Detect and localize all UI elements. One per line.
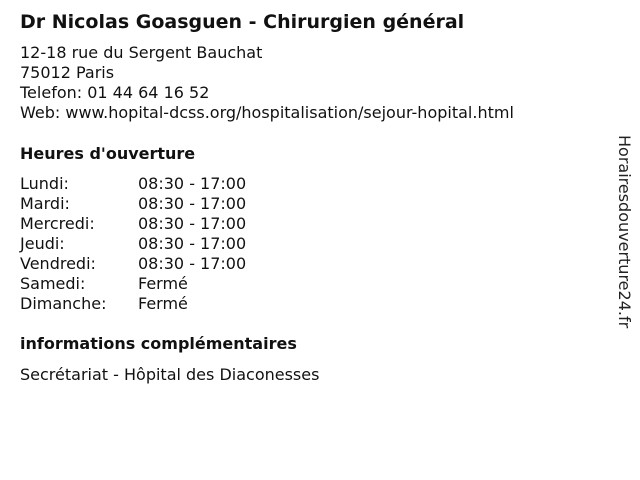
hours-row-saturday bbox=[20, 274, 246, 294]
opening-hours-heading: Heures d'ouverture bbox=[20, 144, 196, 163]
time-value: 08:30 - 17:00 bbox=[138, 174, 247, 193]
city: 75012 Paris bbox=[20, 63, 115, 82]
hours-row-tuesday bbox=[20, 194, 246, 214]
day-label: Dimanche: bbox=[20, 294, 107, 313]
additional-info-text: Secrétariat - Hôpital des Diaconesses bbox=[20, 365, 320, 384]
website-link[interactable]: Web: www.hopital-dcss.org/hospitalisation/sejour-hopital.html bbox=[20, 103, 514, 122]
time-value: Fermé bbox=[138, 294, 188, 313]
street-address: 12-18 rue du Sergent Bauchat bbox=[20, 43, 263, 62]
time-value: Fermé bbox=[138, 274, 188, 293]
address-block bbox=[20, 43, 514, 123]
time-value: 08:30 - 17:00 bbox=[138, 194, 247, 213]
time-value: 08:30 - 17:00 bbox=[138, 214, 247, 233]
day-label: Mardi: bbox=[20, 194, 70, 213]
hours-row-monday bbox=[20, 174, 246, 194]
hours-row-wednesday bbox=[20, 214, 246, 234]
hours-row-thursday bbox=[20, 234, 246, 254]
day-label: Jeudi: bbox=[20, 234, 65, 253]
hours-row-sunday bbox=[20, 294, 246, 314]
day-label: Vendredi: bbox=[20, 254, 96, 273]
day-label: Samedi: bbox=[20, 274, 86, 293]
additional-info-heading: informations complémentaires bbox=[20, 334, 297, 353]
page-title: Dr Nicolas Goasguen - Chirurgien général bbox=[20, 11, 465, 33]
phone-number: Telefon: 01 44 64 16 52 bbox=[20, 83, 210, 102]
time-value: 08:30 - 17:00 bbox=[138, 234, 247, 253]
day-label: Lundi: bbox=[20, 174, 69, 193]
watermark-text: Horairesdouverture24.fr bbox=[615, 135, 634, 329]
opening-hours-table bbox=[20, 174, 246, 314]
time-value: 08:30 - 17:00 bbox=[138, 254, 247, 273]
hours-row-friday bbox=[20, 254, 246, 274]
day-label: Mercredi: bbox=[20, 214, 95, 233]
